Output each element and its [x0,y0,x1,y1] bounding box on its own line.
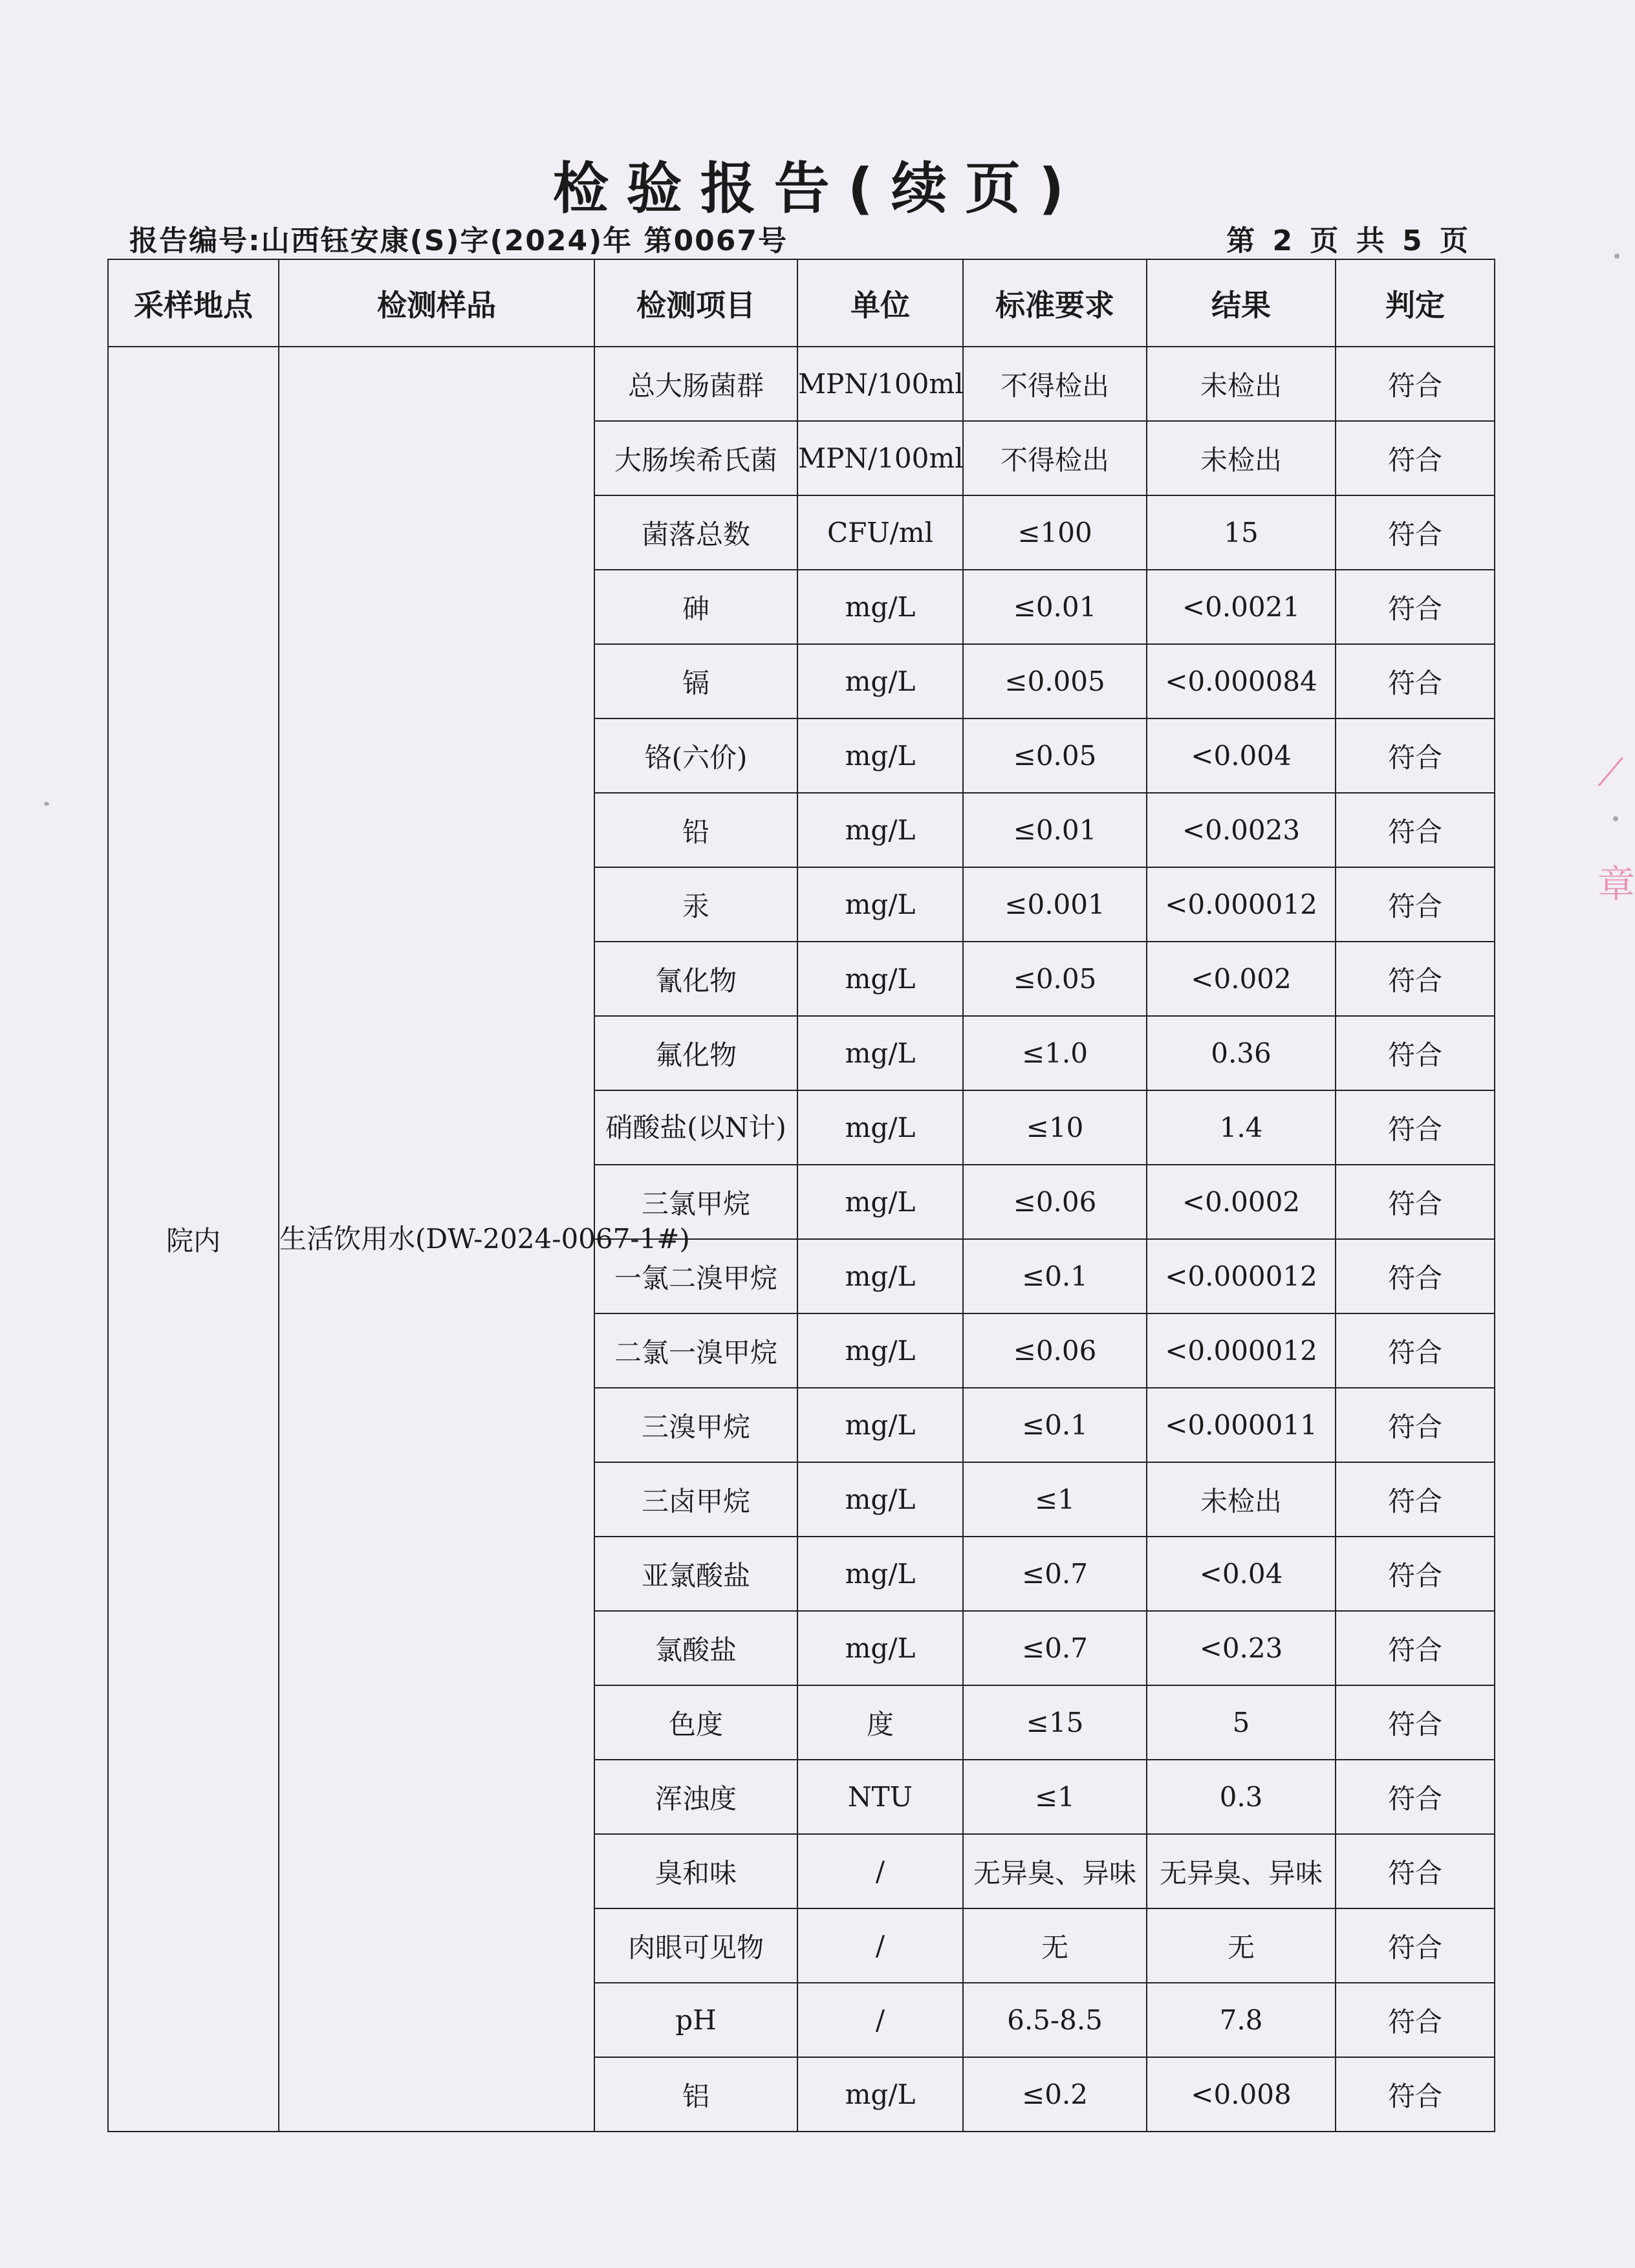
verdict-cell: 符合 [1336,1165,1495,1239]
item-cell: 浑浊度 [594,1760,797,1834]
result-cell: <0.002 [1147,942,1336,1016]
standard-cell: ≤0.7 [963,1537,1147,1611]
item-cell: 氯酸盐 [594,1611,797,1685]
item-cell: 臭和味 [594,1834,797,1908]
item-cell: 氰化物 [594,942,797,1016]
report-title: 检验报告(续页) [552,157,1083,221]
standard-cell: ≤0.2 [963,2057,1147,2132]
item-cell: 铝 [594,2057,797,2132]
standard-cell: ≤100 [963,495,1147,570]
result-cell: 7.8 [1147,1983,1336,2057]
item-cell: 色度 [594,1685,797,1760]
item-cell: 三氯甲烷 [594,1165,797,1239]
unit-cell: mg/L [797,644,963,718]
result-cell: 未检出 [1147,347,1336,421]
result-cell: 未检出 [1147,421,1336,495]
result-cell: <0.04 [1147,1537,1336,1611]
item-cell: 砷 [594,570,797,644]
unit-cell: / [797,1983,963,2057]
unit-cell: mg/L [797,1313,963,1388]
result-cell: 0.36 [1147,1016,1336,1090]
verdict-cell: 符合 [1336,1388,1495,1462]
result-cell: <0.0023 [1147,793,1336,867]
verdict-cell: 符合 [1336,718,1495,793]
header-verdict: 判定 [1336,259,1495,347]
verdict-cell: 符合 [1336,2057,1495,2132]
verdict-cell: 符合 [1336,495,1495,570]
result-cell: <0.0021 [1147,570,1336,644]
standard-cell: ≤10 [963,1090,1147,1165]
standard-cell: ≤0.005 [963,644,1147,718]
verdict-cell: 符合 [1336,644,1495,718]
verdict-cell: 符合 [1336,793,1495,867]
header-location: 采样地点 [108,259,279,347]
standard-cell: ≤1 [963,1760,1147,1834]
standard-cell: ≤0.01 [963,570,1147,644]
header-unit: 单位 [797,259,963,347]
scan-speck [44,802,49,806]
verdict-cell: 符合 [1336,867,1495,942]
result-cell: <0.000012 [1147,1313,1336,1388]
unit-cell: mg/L [797,1016,963,1090]
standard-cell: ≤0.06 [963,1165,1147,1239]
verdict-cell: 符合 [1336,1760,1495,1834]
item-cell: 总大肠菌群 [594,347,797,421]
result-cell: <0.008 [1147,2057,1336,2132]
header-standard: 标准要求 [963,259,1147,347]
standard-cell: ≤0.1 [963,1239,1147,1313]
verdict-cell: 符合 [1336,1537,1495,1611]
unit-cell: mg/L [797,570,963,644]
unit-cell: mg/L [797,1239,963,1313]
sampling-location-cell: 院内 [108,347,279,2132]
result-cell: 5 [1147,1685,1336,1760]
item-cell: 铅 [594,793,797,867]
item-cell: 硝酸盐(以N计) [594,1090,797,1165]
unit-cell: NTU [797,1760,963,1834]
result-cell: <0.23 [1147,1611,1336,1685]
item-cell: 铬(六价) [594,718,797,793]
standard-cell: ≤1.0 [963,1016,1147,1090]
unit-cell: / [797,1834,963,1908]
verdict-cell: 符合 [1336,1983,1495,2057]
stamp-glyph: 章 [1597,862,1635,906]
standard-cell: ≤0.7 [963,1611,1147,1685]
standard-cell: 不得检出 [963,347,1147,421]
unit-cell: mg/L [797,1165,963,1239]
unit-cell: mg/L [797,1611,963,1685]
result-cell: <0.000011 [1147,1388,1336,1462]
item-cell: 三卤甲烷 [594,1462,797,1537]
unit-cell: mg/L [797,793,963,867]
standard-cell: ≤15 [963,1685,1147,1760]
verdict-cell: 符合 [1336,570,1495,644]
standard-cell: 无异臭、异味 [963,1834,1147,1908]
standard-cell: ≤0.05 [963,718,1147,793]
item-cell: 三溴甲烷 [594,1388,797,1462]
verdict-cell: 符合 [1336,1834,1495,1908]
standard-cell: ≤0.06 [963,1313,1147,1388]
table-row [108,347,1495,421]
verdict-cell: 符合 [1336,1908,1495,1983]
unit-cell: MPN/100ml [797,347,963,421]
verdict-cell: 符合 [1336,1313,1495,1388]
scan-speck [1614,254,1619,259]
unit-cell: mg/L [797,718,963,793]
item-cell: 肉眼可见物 [594,1908,797,1983]
result-cell: <0.004 [1147,718,1336,793]
verdict-cell: 符合 [1336,1016,1495,1090]
red-seal-stamp: ⟋ 章 [1594,737,1635,1022]
standard-cell: ≤0.01 [963,793,1147,867]
verdict-cell: 符合 [1336,1239,1495,1313]
unit-cell: mg/L [797,2057,963,2132]
item-cell: 二氯一溴甲烷 [594,1313,797,1388]
verdict-cell: 符合 [1336,421,1495,495]
unit-cell: mg/L [797,1537,963,1611]
verdict-cell: 符合 [1336,347,1495,421]
unit-cell: MPN/100ml [797,421,963,495]
unit-cell: mg/L [797,867,963,942]
item-cell: 一氯二溴甲烷 [594,1239,797,1313]
sample-name-cell: 生活饮用水(DW-2024-0067-1#) [279,347,594,2132]
unit-cell: mg/L [797,1388,963,1462]
item-cell: 镉 [594,644,797,718]
scan-speck [1613,816,1618,821]
unit-cell: mg/L [797,1090,963,1165]
verdict-cell: 符合 [1336,1611,1495,1685]
result-cell: <0.000012 [1147,867,1336,942]
standard-cell: 不得检出 [963,421,1147,495]
header-sample: 检测样品 [279,259,594,347]
result-cell: 无 [1147,1908,1336,1983]
result-cell: <0.000012 [1147,1239,1336,1313]
result-cell: <0.0002 [1147,1165,1336,1239]
page-number: 第 2 页 共 5 页 [1226,224,1472,257]
verdict-cell: 符合 [1336,1090,1495,1165]
result-cell: 15 [1147,495,1336,570]
header-item: 检测项目 [594,259,797,347]
unit-cell: 度 [797,1685,963,1760]
item-cell: 氟化物 [594,1016,797,1090]
standard-cell: ≤1 [963,1462,1147,1537]
item-cell: 菌落总数 [594,495,797,570]
standard-cell: ≤0.05 [963,942,1147,1016]
header-result: 结果 [1147,259,1336,347]
item-cell: 亚氯酸盐 [594,1537,797,1611]
standard-cell: ≤0.1 [963,1388,1147,1462]
item-cell: pH [594,1983,797,2057]
result-cell: 无异臭、异味 [1147,1834,1336,1908]
verdict-cell: 符合 [1336,1462,1495,1537]
unit-cell: / [797,1908,963,1983]
verdict-cell: 符合 [1336,942,1495,1016]
verdict-cell: 符合 [1336,1685,1495,1760]
unit-cell: mg/L [797,1462,963,1537]
item-cell: 大肠埃希氏菌 [594,421,797,495]
result-cell: <0.000084 [1147,644,1336,718]
unit-cell: CFU/ml [797,495,963,570]
item-cell: 汞 [594,867,797,942]
result-cell: 1.4 [1147,1090,1336,1165]
result-cell: 0.3 [1147,1760,1336,1834]
standard-cell: 6.5-8.5 [963,1983,1147,2057]
report-number: 报告编号:山西钰安康(S)字(2024)年 第0067号 [129,224,788,257]
standard-cell: ≤0.001 [963,867,1147,942]
result-cell: 未检出 [1147,1462,1336,1537]
standard-cell: 无 [963,1908,1147,1983]
table-header-row [108,259,1495,347]
inspection-table [107,259,1495,2132]
unit-cell: mg/L [797,942,963,1016]
